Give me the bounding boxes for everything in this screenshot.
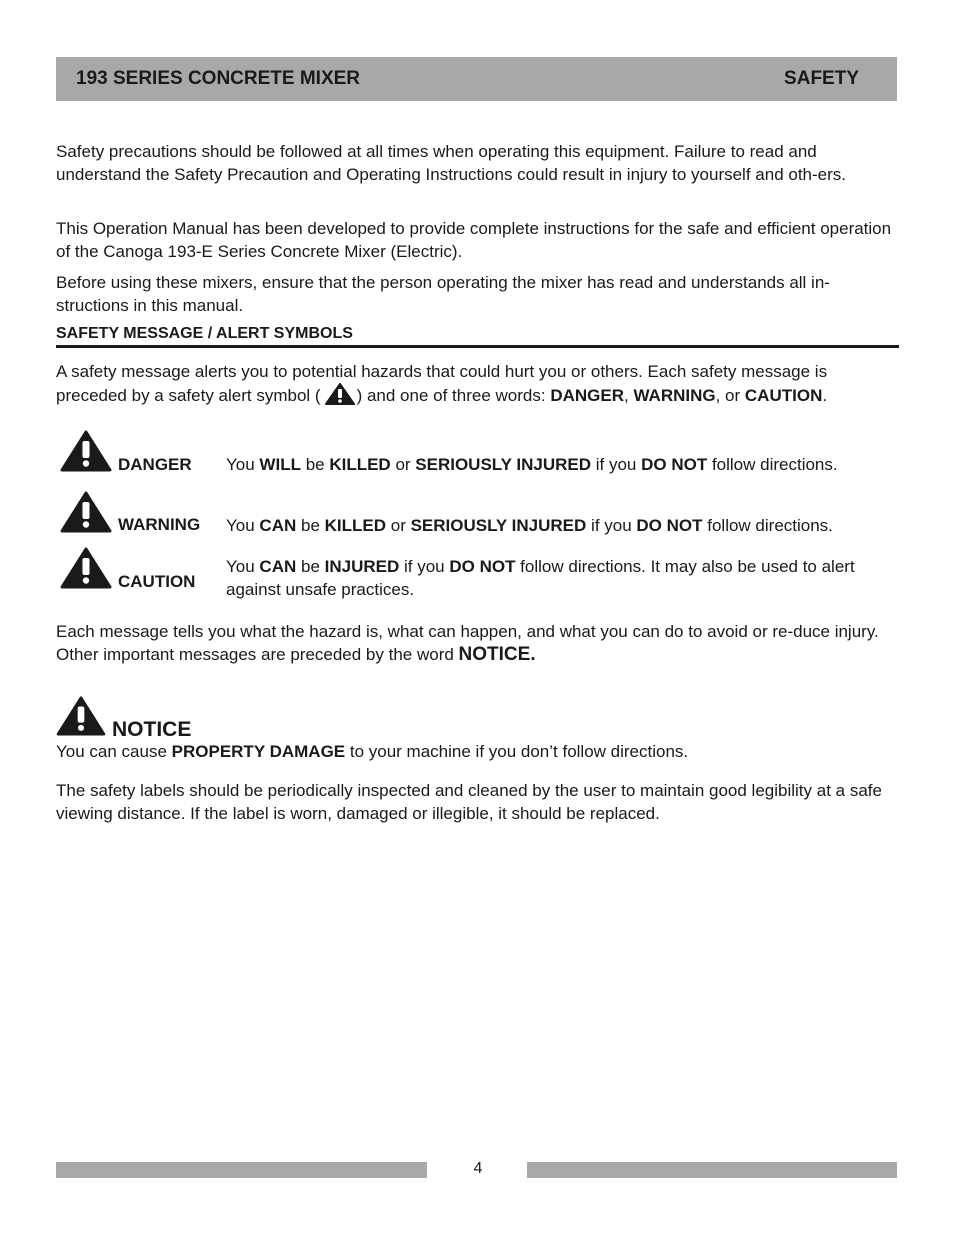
danger-description: You WILL be KILLED or SERIOUSLY INJURED if you DO NOT follow directions. [226, 455, 838, 474]
caution-description: You CAN be INJURED if you DO NOT follow directions. It may also be used to alert against unsafe practices. [226, 557, 855, 599]
caution-alert-icon [60, 547, 112, 595]
safety-alert-icon [325, 383, 355, 411]
warning-alert-icon [60, 491, 112, 539]
notice-alert-icon [56, 696, 106, 741]
notice-heading [56, 696, 191, 741]
section-heading: SAFETY MESSAGE / ALERT SYMBOLS [56, 325, 899, 348]
alert-row-danger [56, 430, 906, 476]
labels-paragraph: The safety labels should be periodically inspected and cleaned by the user to maintain good legibility at a safe viewing distance. If the label is worn, damaged or illegible, it should be replaced. [56, 781, 882, 823]
section-title: SAFETY [784, 68, 859, 89]
notice-description: You can cause PROPERTY DAMAGE to your machine if you don’t follow directions. [56, 742, 689, 761]
warning-description: You CAN be KILLED or SERIOUSLY INJURED if you DO NOT follow directions. [226, 516, 833, 535]
each-message-paragraph: Each message tells you what the hazard is, what can happen, and what you can do to avoid or re-duce injury. Other important messages are preceded by the word NOTICE. [56, 622, 879, 665]
footer-bar-left [56, 1162, 427, 1178]
intro-paragraph-1: Safety precautions should be followed at all times when operating this equipment. Failure to read and understand the Safety Precaution and Operating Instructions could result in injury to yourself and oth-ers. [56, 142, 847, 184]
intro-paragraph-3: Before using these mixers, ensure that the person operating the mixer has read and understands all in-structions in this manual. [56, 273, 830, 315]
intro-paragraph-2: This Operation Manual has been developed to provide complete instructions for the safe and efficient operation of the Canoga 193-E Series Concrete Mixer (Electric). [56, 219, 892, 261]
footer-bar-right [527, 1162, 897, 1178]
header-bar [56, 57, 897, 101]
alert-row-warning [56, 491, 906, 537]
alert-row-caution [56, 547, 906, 603]
page-number: 4 [473, 1160, 483, 1177]
warning-label: WARNING [118, 515, 201, 534]
alert-intro-paragraph: A safety message alerts you to potential hazards that could hurt you or others. Each safety message is preceded by a safety alert symbol ( ) and one of three words: DANGER, WARNING, or CAUTION. [56, 360, 901, 411]
document-title: 193 SERIES CONCRETE MIXER [76, 68, 361, 89]
danger-alert-icon [60, 430, 112, 478]
caution-label: CAUTION [118, 572, 196, 591]
notice-label: NOTICE [112, 718, 192, 741]
notice-word: NOTICE. [458, 644, 536, 665]
danger-label: DANGER [118, 455, 192, 474]
